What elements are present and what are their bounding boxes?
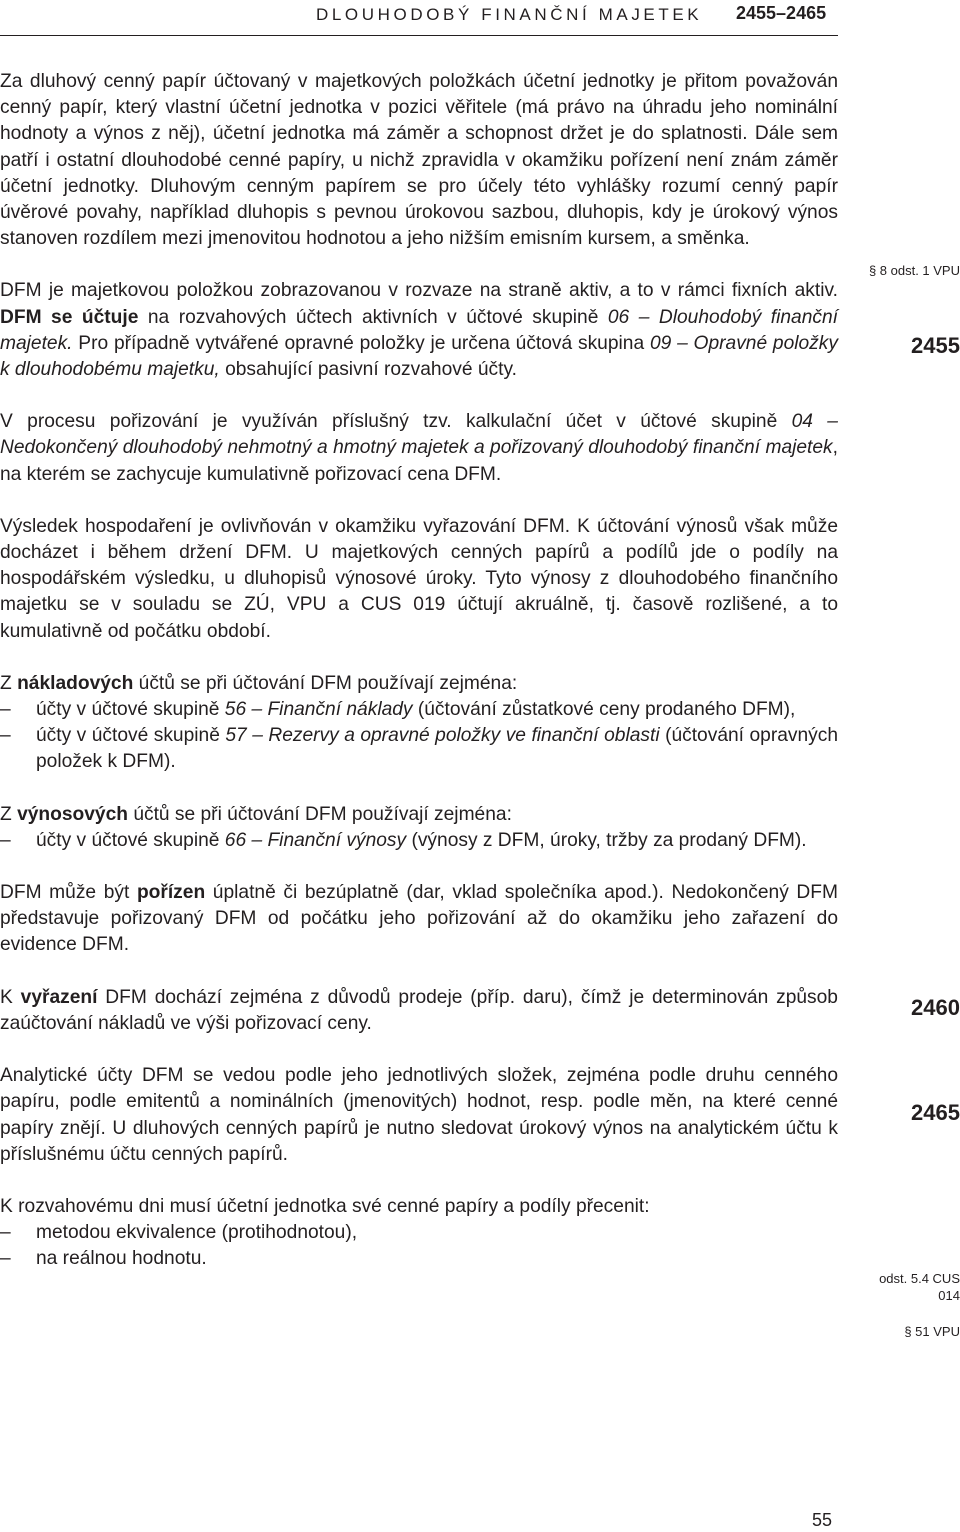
paragraph-revenue-accounts: Z výnosových účtů se při účtování DFM používají zejména:	[0, 803, 512, 825]
page-number: 55	[812, 1510, 833, 1530]
paragraph-disposal: K vyřazení DFM dochází zejména z důvodů prodeje (příp. daru), čímž je determinován způsob zaúčtování nákladů ve výši pořizovací ceny.	[0, 986, 838, 1034]
header-rule	[0, 35, 838, 36]
paragraph-profit-loss: Výsledek hospodaření je ovlivňován v okamžiku vyřazování DFM. K účtování výnosů však může docházet i během držení DFM. U majetkových cenných papírů a podílů jde o podíly na hospodářském výsledku, u dluhopisů výnosové úroky. Tyto výnosy z dlouhodobého finančního majetku se v souladu se ZÚ, VPU a CUS 019 účtují akruálně, tj. časově rozlišené, a to kumulativně od počátku období.	[0, 515, 838, 642]
list-item: – metodou ekvivalence (protihodnotou),	[0, 1222, 358, 1244]
paragraph-revaluation: K rozvahovému dni musí účetní jednotka své cenné papíry a podíly přecenit:	[0, 1195, 650, 1217]
list-item: – na reálnou hodnotu.	[0, 1248, 207, 1270]
margin-ref-8-vpu: § 8 odst. 1 VPU	[868, 263, 960, 278]
paragraph-debt-securities: Za dluhový cenný papír účtovaný v majetkových položkách účetní jednotky je přitom považován cenný papír, který vlastní účetní jednotka v pozici věřitele (má právo na úhradu jeho nominální hodnoty a výnos z něj), účetní jednotka má záměr a schopnost držet je do splatnosti. Dále sem patří i ostatní dlouhodobé cenné papíry, u nichž zpravidla v okamžiku pořízení není znám záměr účetní jednotky. Dluhovým cenným papírem se pro účely této vyhlášky rozumí cenný papír úvěrové povahy, například dluhopis s pevnou úrokovou sazbou, dluhopis, kdy je úrokový výnos stanoven rozdílem mezi jmenovitou hodnotou a jeho nižším emisním kursem, a směnka.	[0, 71, 838, 250]
running-header-range: 2455–2465	[736, 3, 827, 23]
running-header-title: DLOUHODOBÝ FINANČNÍ MAJETEK	[316, 5, 703, 24]
paragraph-acquisition-process: V procesu pořizování je využíván příslušný tzv. kalkulační účet v účtové skupině 04 – Nedokončený dlouhodobý nehmotný a hmotný majetek a pořizovaný dlouhodobý finanční majetek, na kterém se zachycuje kumulativně pořizovací cena DFM.	[0, 411, 838, 485]
margin-ref-51-vpu: § 51 VPU	[904, 1324, 960, 1339]
main-text	[0, 69, 838, 1273]
revenue-accounts-list	[0, 828, 838, 854]
margin-number-2465: 2465	[911, 1100, 960, 1125]
paragraph-expense-accounts: Z nákladových účtů se při účtování DFM používají zejména:	[0, 672, 518, 694]
paragraph-acquisition: DFM může být pořízen úplatně či bezúplatně (dar, vklad společníka apod.). Nedokončený DFM představuje pořizovaný DFM od počátku jeho pořizování až do okamžiku jeho zařazení do evidence DFM.	[0, 882, 838, 956]
margin-number-2460: 2460	[911, 995, 960, 1020]
list-item: – účty v účtové skupině 57 – Rezervy a opravné položky ve finanční oblasti (účtování opravných položek k DFM).	[0, 725, 839, 773]
paragraph-analytic-accounts: Analytické účty DFM se vedou podle jeho jednotlivých složek, zejména podle druhu cenného papíru, podle emitentů a nominálních (jmenovitých) hodnot, resp. podle měn, na které cenné papíry znějí. U dluhových cenných papírů je nutno sledovat úrokový výnos na analytickém účtu k příslušnému účtu cenných papírů.	[0, 1065, 838, 1165]
margin-number-2455: 2455	[911, 333, 960, 358]
paragraph-dfm-balance: DFM je majetkovou položkou zobrazovanou v rozvaze na straně aktiv, a to v rámci fixních aktiv. DFM se účtuje na rozvahových účtech aktivních v účtové skupině 06 – Dlouhodobý finanční majetek. Pro případně vytvářené opravné položky je určena účtová skupina 09 – Opravné položky k dlouhodobému majetku, obsahující pasivní rozvahové účty.	[0, 280, 838, 381]
revaluation-list	[0, 1220, 838, 1272]
margin-ref-cus: odst. 5.4 CUS 014	[879, 1271, 960, 1303]
list-item: – účty v účtové skupině 56 – Finanční náklady (účtování zůstatkové ceny prodaného DFM),	[0, 699, 796, 721]
expense-accounts-list	[0, 697, 838, 776]
list-item: – účty v účtové skupině 66 – Finanční výnosy (výnosy z DFM, úroky, tržby za prodaný DFM).	[0, 829, 807, 851]
running-header	[0, 0, 960, 40]
